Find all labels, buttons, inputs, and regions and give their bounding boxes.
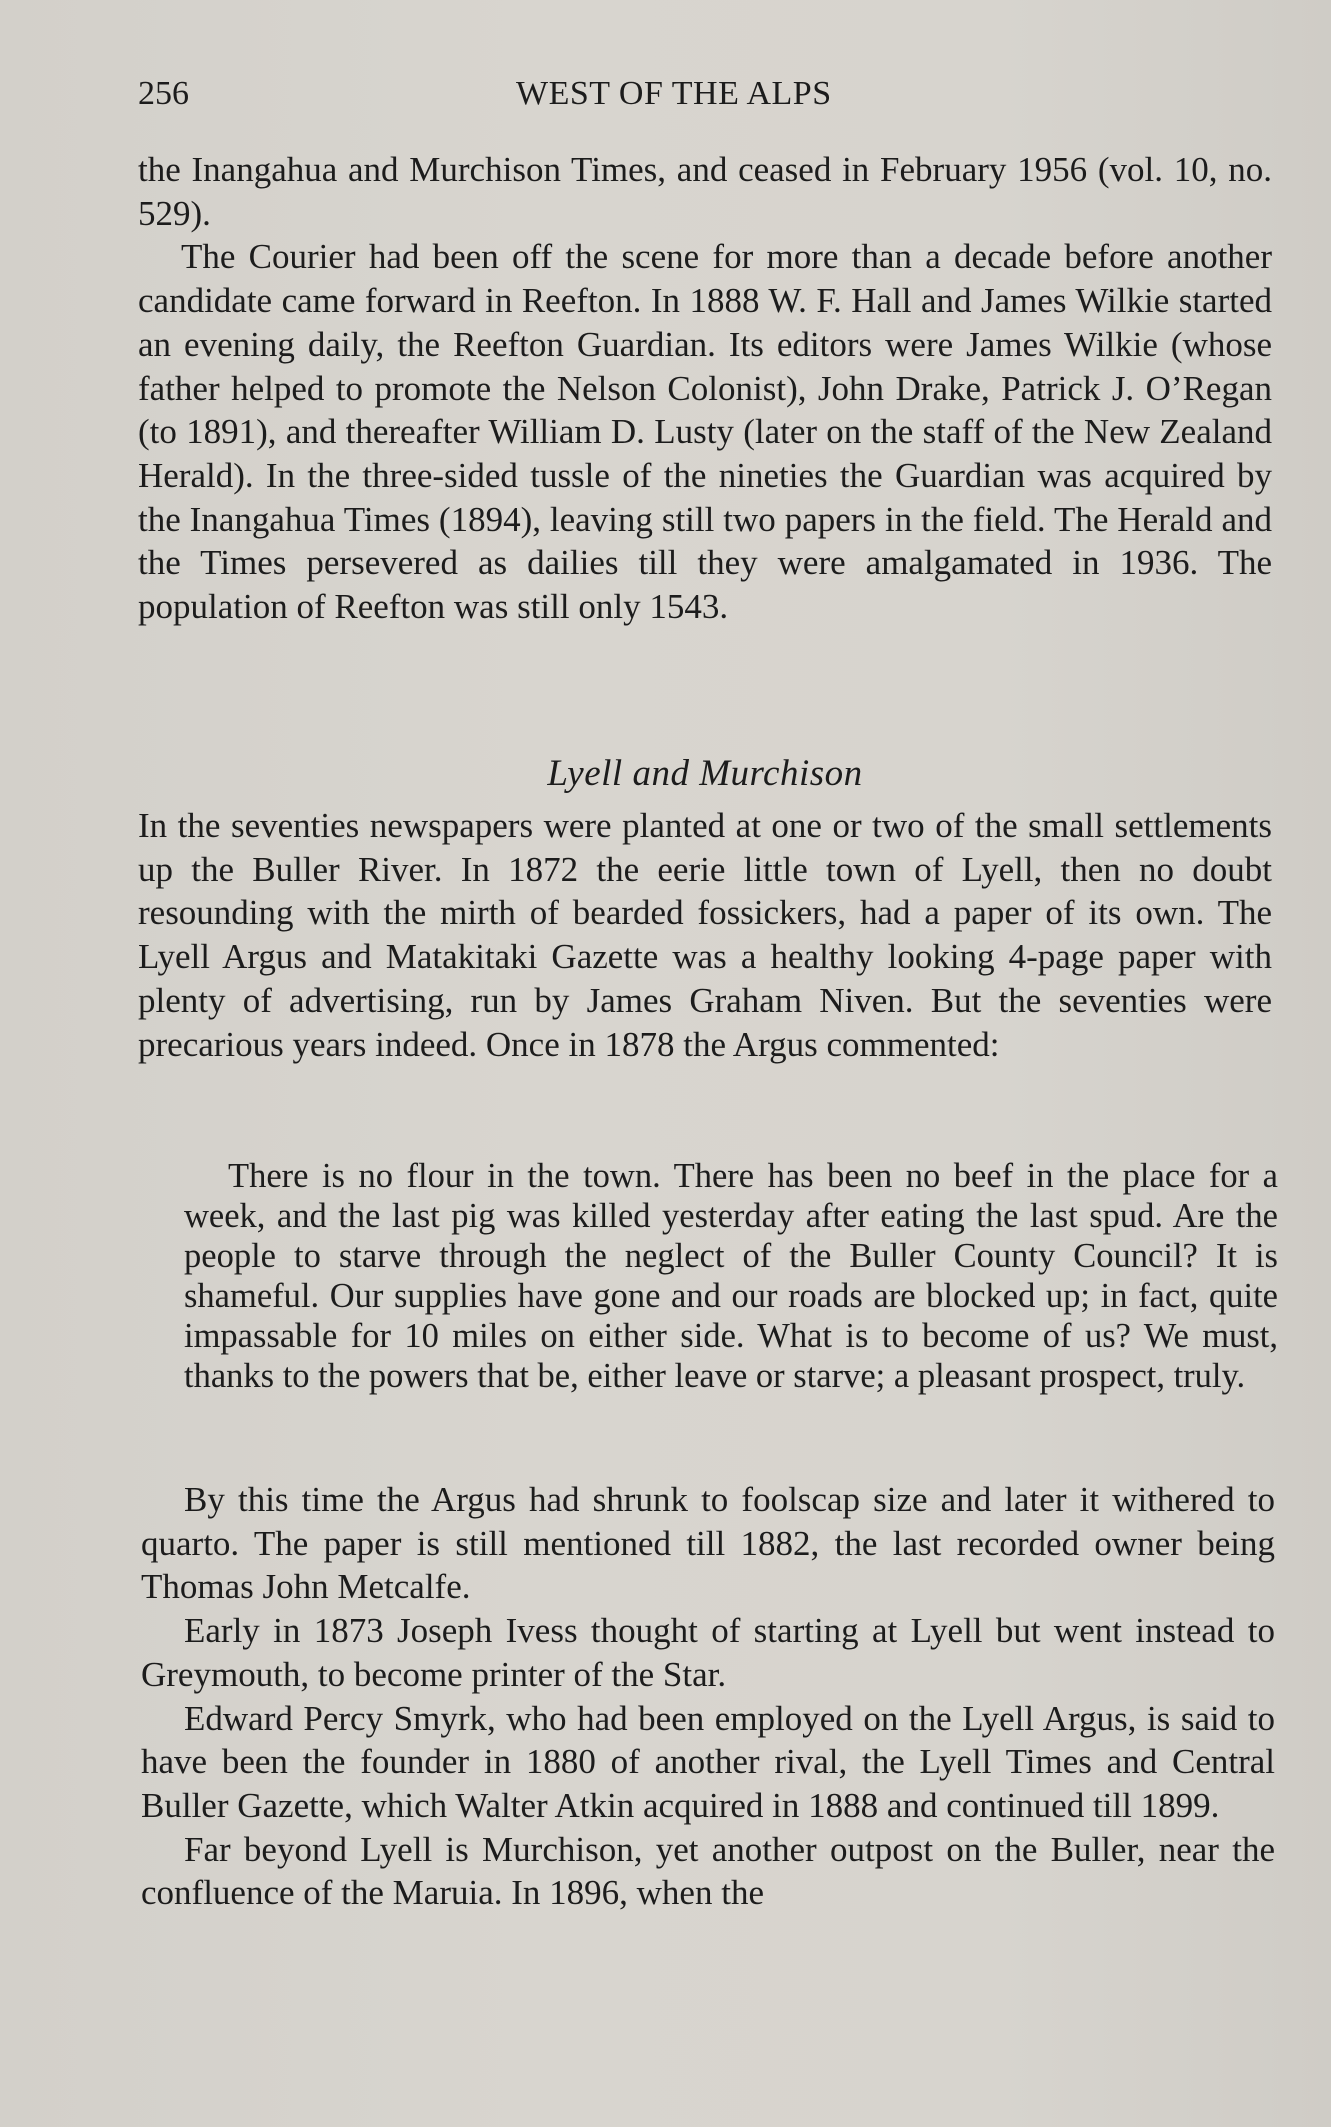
section-heading: Lyell and Murchison bbox=[547, 753, 863, 794]
paragraph-joseph-ivess: Early in 1873 Joseph Ivess thought of starting at Lyell but went instead to Greymouth, to become printer of the Star. bbox=[141, 1611, 1275, 1694]
text-block-lyell-continued bbox=[141, 1478, 1275, 1915]
page-number: 256 bbox=[138, 75, 189, 112]
text-block-reefton bbox=[138, 148, 1272, 629]
block-quote bbox=[184, 1156, 1278, 1396]
paragraph-lyell-times: Edward Percy Smyrk, who had been employed on the Lyell Argus, is said to have been the founder in 1880 of another rival, the Lyell Times and Central Buller Gazette, which Walter Atkin acquired in 1888 and continued till 1899. bbox=[141, 1698, 1275, 1825]
text-block-lyell bbox=[138, 804, 1272, 1066]
paragraph-reefton-guardian: The Courier had been off the scene for more than a decade before another candidate came forward in Reefton. In 1888 W. F. Hall and James Wilkie started an evening daily, the Reefton Guardian. Its editors were James Wilkie (whose father helped to promote the Nelson Colonist), John Drake, Patrick J. O’Regan (to 1891), and thereafter William D. Lusty (later on the staff of the New Zealand Herald). In the three-sided tussle of the nineties the Guardian was acquired by the Inangahua Times (1894), leaving still two papers in the field. The Herald and the Times persevered as dailies till they were amalgamated in 1936. The population of Reefton was still only 1543. bbox=[138, 237, 1272, 627]
running-head: WEST OF THE ALPS bbox=[516, 75, 832, 112]
quote-text: There is no flour in the town. There has been no beef in the place for a week, and the last pig was killed yesterday after eating the last spud. Are the people to starve through the neglect of the Buller County Council? It is shameful. Our supplies have gone and our roads are blocked up; in fact, quite impassable for 10 miles on either side. What is to become of us? We must, thanks to the powers that be, either leave or starve; a pleasant prospect, truly. bbox=[184, 1157, 1278, 1395]
paragraph-murchison: Far beyond Lyell is Murchison, yet another outpost on the Buller, near the confluence of the Maruia. In 1896, when the bbox=[141, 1829, 1275, 1913]
page-header bbox=[138, 74, 1272, 114]
paragraph-lyell-argus: In the seventies newspapers were planted at one or two of the small settlements up the Buller River. In 1872 the eerie little town of Lyell, then no doubt resounding with the mirth of bearded fossickers, had a paper of its own. The Lyell Argus and Matakitaki Gazette was a healthy looking 4-page paper with plenty of advertising, run by James Graham Niven. But the seventies were precarious years indeed. Once in 1878 the Argus commented: bbox=[138, 806, 1272, 1064]
paragraph-continuation: the Inangahua and Murchison Times, and ceased in February 1956 (vol. 10, no. 529). bbox=[138, 150, 1272, 233]
paragraph-argus-shrunk: By this time the Argus had shrunk to foolscap size and later it withered to quarto. The paper is still mentioned till 1882, the last recorded owner being Thomas John Metcalfe. bbox=[141, 1480, 1275, 1607]
